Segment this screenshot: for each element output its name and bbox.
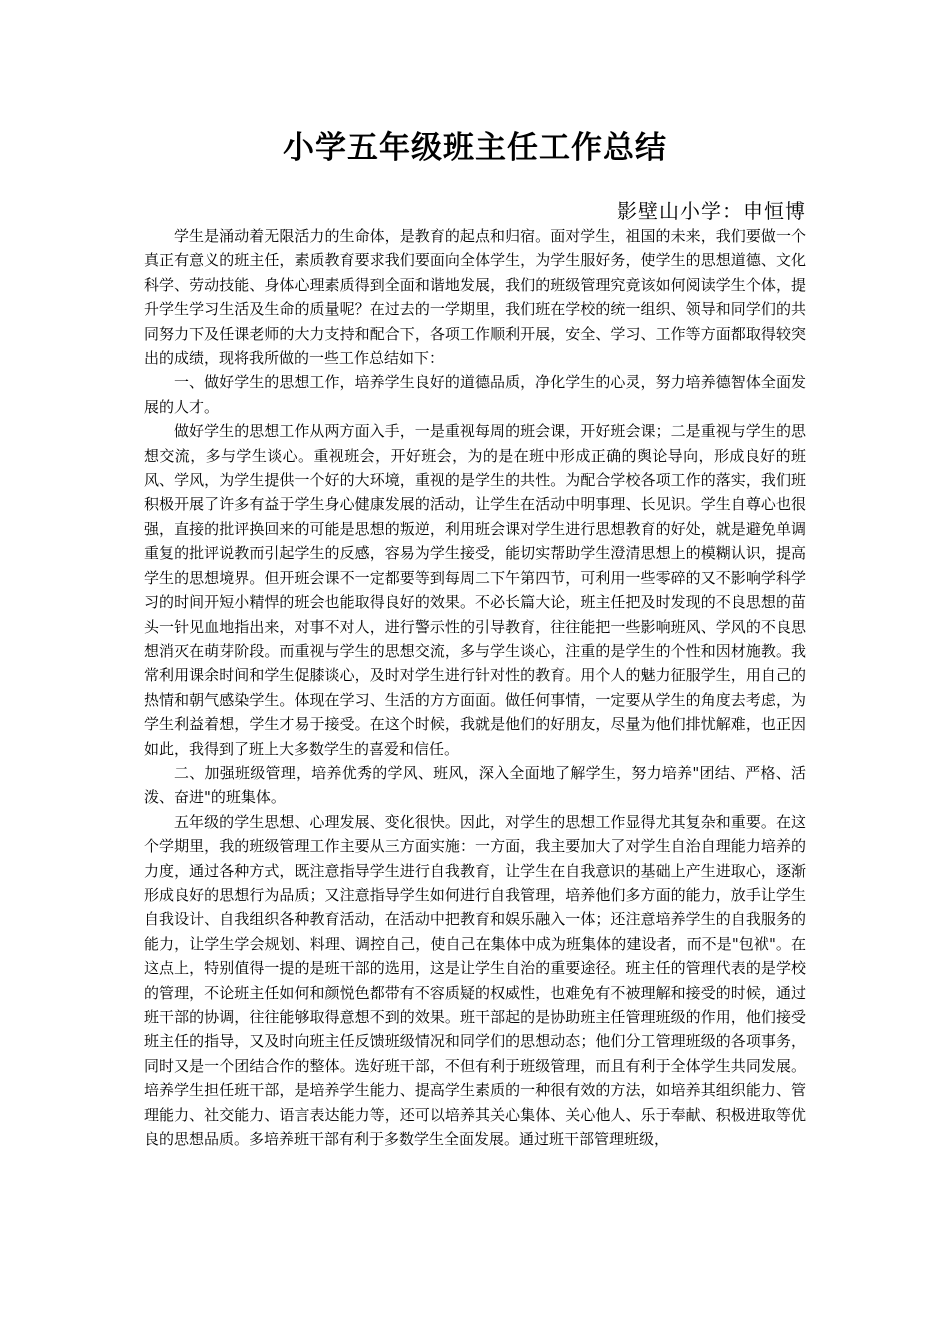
paragraph-intro: 学生是涌动着无限活力的生命体，是教育的起点和归宿。面对学生，祖国的未来，我们要做一个真正有意义的班主任，素质教育要求我们要面向全体学生，为学生服好务，使学生的思想道德、文化科学、劳动技能、身体心理素质得到全面和谐地发展，我们的班级管理究竟该如何阅读学生个体，提升学生学习生活及生命的质量呢？在过去的一学期里，我们班在学校的统一组织、领导和同学们的共同努力下及任课老师的大力支持和配合下，各项工作顺利开展，安全、学习、工作等方面都取得较突出的成绩，现将我所做的一些工作总结如下：	[144, 227, 806, 368]
document-author: 影壁山小学：申恒博	[617, 199, 806, 223]
paragraph-section-1-heading: 一、做好学生的思想工作，培养学生良好的道德品质，净化学生的心灵，努力培养德智体全面发展的人才。	[144, 373, 806, 416]
paragraph-section-2-body: 五年级的学生思想、心理发展、变化很快。因此，对学生的思想工作显得尤其复杂和重要。在这个学期里，我的班级管理工作主要从三方面实施：一方面，我主要加大了对学生自治自理能力培养的力度，通过各种方式，既注意指导学生进行自我教育，让学生在自我意识的基础上产生进取心，逐渐形成良好的思想行为品质；又注意指导学生如何进行自我管理，培养他们多方面的能力，放手让学生自我设计、自我组织各种教育活动，在活动中把教育和娱乐融入一体；还注意培养学生的自我服务的能力，让学生学会规划、料理、调控自己，使自己在集体中成为班集体的建设者，而不是"包袱"。在这点上，特别值得一提的是班干部的选用，这是让学生自治的重要途径。班主任的管理代表的是学校的管理，不论班主任如何和颜悦色都带有不容质疑的权威性，也难免有不被理解和接受的时候，通过班干部的协调，往往能够取得意想不到的效果。班干部起的是协助班主任管理班级的作用，他们接受班主任的指导，又及时向班主任反馈班级情况和同学们的思想动态；他们分工管理班级的各项事务，同时又是一个团结合作的整体。选好班干部，不但有利于班级管理，而且有利于全体学生共同发展。培养学生担任班干部，是培养学生能力、提高学生素质的一种很有效的方法，如培养其组织能力、管理能力、社交能力、语言表达能力等，还可以培养其关心集体、关心他人、乐于奉献、积极进取等优良的思想品质。多培养班干部有利于多数学生全面发展。通过班干部管理班级，	[144, 812, 806, 1149]
paragraph-section-2-heading: 二、加强班级管理，培养优秀的学风、班风，深入全面地了解学生，努力培养"团结、严格、活泼、奋进"的班集体。	[144, 763, 806, 807]
paragraph-section-1-body: 做好学生的思想工作从两方面入手，一是重视每周的班会课，开好班会课；二是重视与学生的思想交流，多与学生谈心。重视班会，开好班会，为的是在班中形成正确的舆论导向，形成良好的班风、学风，为学生提供一个好的大环境，重视的是学生的共性。为配合学校各项工作的落实，我们班积极开展了许多有益于学生身心健康发展的活动，让学生在活动中明事理、长见识。学生自尊心也很强，直接的批评换回来的可能是思想的叛逆，利用班会课对学生进行思想教育的好处，就是避免单调重复的批评说教而引起学生的反感，容易为学生接受，能切实帮助学生澄清思想上的模糊认识，提高学生的思想境界。但开班会课不一定都要等到每周二下午第四节，可利用一些零碎的又不影响学科学习的时间开短小精悍的班会也能取得良好的效果。不必长篇大论，班主任把及时发现的不良思想的苗头一针见血地指出来，对事不对人，进行警示性的引导教育，往往能把一些影响班风、学风的不良思想消灭在萌芽阶段。而重视与学生的思想交流，多与学生谈心，注重的是学生的个性和因材施教。我常利用课余时间和学生促膝谈心，及时对学生进行针对性的教育。用个人的魅力征服学生，用自己的热情和朝气感染学生。体现在学习、生活的方方面面。做任何事情，一定要从学生的角度去考虑，为学生利益着想，学生才易于接受。在这个时候，我就是他们的好朋友，尽量为他们排忧解难，也正因如此，我得到了班上大多数学生的喜爱和信任。	[144, 422, 806, 758]
document-body	[144, 224, 806, 1151]
document-title: 小学五年级班主任工作总结	[283, 130, 667, 166]
